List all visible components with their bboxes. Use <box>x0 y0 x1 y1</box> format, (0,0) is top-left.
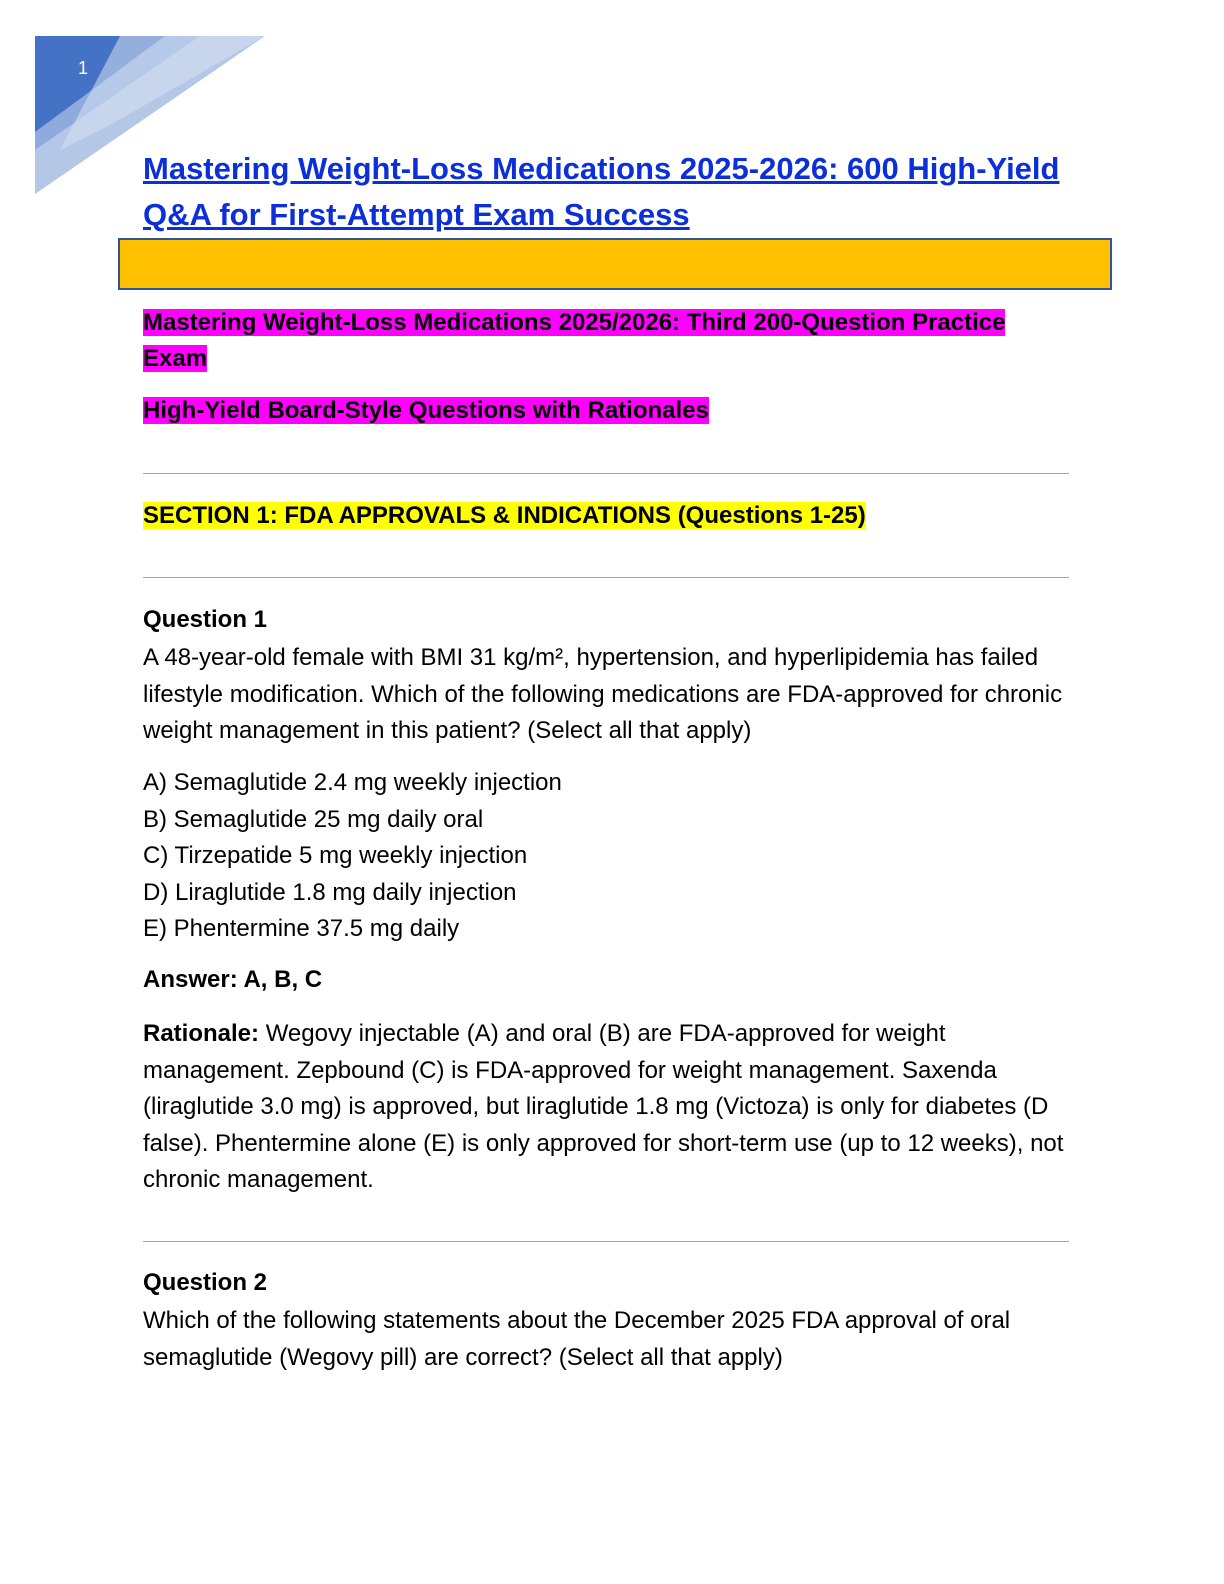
question-stem: A 48-year-old female with BMI 31 kg/m², hypertension, and hyperlipidemia has failed lifestyle modification. Which of the following medications are FDA-approved for chronic weight management in this patient? (Select all that apply) <box>143 644 1063 744</box>
divider <box>143 473 1069 474</box>
rationale-label: Rationale: <box>143 1020 260 1047</box>
option-c: C) Tirzepatide 5 mg weekly injection <box>143 842 528 869</box>
rationale-subtitle-text: High-Yield Board-Style Questions with Rationales <box>143 397 709 424</box>
rationale-text: Wegovy injectable (A) and oral (B) are FDA-approved for weight management. Zepbound (C) is FDA-approved for weight management. Saxenda (liraglutide 3.0 mg) is approved, but liraglutide 1.8 mg (Victoza) is only for diabetes (D false). Phentermine alone (E) is only approved for short-term use (up to 12 weeks), not chronic management. <box>143 1020 1064 1193</box>
answer-options <box>143 765 562 948</box>
divider <box>143 1241 1069 1242</box>
rationale <box>143 1016 1073 1199</box>
option-b: B) Semaglutide 25 mg daily oral <box>143 805 484 833</box>
exam-subtitle <box>143 305 1043 377</box>
option-e: E) Phentermine 37.5 mg daily <box>143 915 460 942</box>
title-banner <box>118 238 1112 290</box>
rationale-subtitle <box>143 393 709 429</box>
section-heading-text: SECTION 1: FDA APPROVALS & INDICATIONS (Questions 1-25) <box>143 502 866 529</box>
option-a: A) Semaglutide 2.4 mg weekly injection <box>143 769 562 796</box>
question-label: Question 2 <box>143 1269 268 1296</box>
exam-subtitle-text: Mastering Weight-Loss Medications 2025/2026: Third 200-Question Practice Exam <box>143 309 1006 372</box>
document-title[interactable]: Mastering Weight-Loss Medications 2025-2026: 600 High-Yield Q&A for First-Attempt Exam Success <box>143 151 1060 232</box>
question-label: Question 1 <box>143 606 268 633</box>
option-d: D) Liraglutide 1.8 mg daily injection <box>143 878 517 906</box>
page-number: 1 <box>78 58 89 78</box>
answer-key: Answer: A, B, C <box>143 966 323 993</box>
question-stem: Which of the following statements about the December 2025 FDA approval of oral semaglutide (Wegovy pill) are correct? (Select all that apply) <box>143 1307 1011 1371</box>
section-heading <box>143 498 866 534</box>
divider <box>143 577 1069 578</box>
